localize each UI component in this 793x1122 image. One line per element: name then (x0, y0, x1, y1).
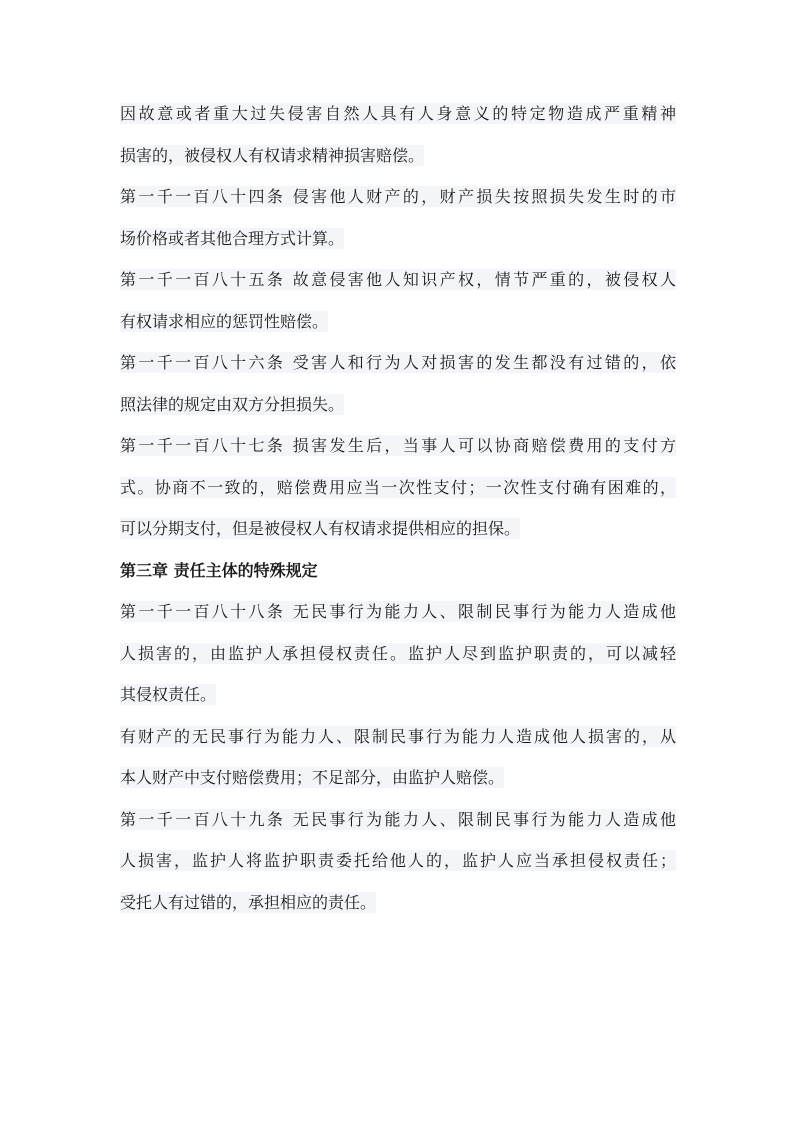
text-line-content: 人损害的，由监护人承担侵权责任。监护人尽到监护职责的，可以减轻 (120, 643, 676, 663)
text-line-content: 有财产的无民事行为能力人、限制民事行为能力人造成他人损害的，从 (120, 726, 676, 746)
text-line (120, 467, 676, 509)
text-line (120, 425, 676, 467)
text-line (120, 259, 676, 301)
document-page (120, 93, 676, 923)
text-line-content: 损害的，被侵权人有权请求精神损害赔偿。 (120, 145, 425, 165)
text-line (120, 799, 676, 841)
text-line-content: 可以分期支付，但是被侵权人有权请求提供相应的担保。 (120, 519, 521, 538)
text-line (120, 674, 676, 716)
text-line (120, 93, 676, 135)
text-line-content: 第一千一百八十八条 无民事行为能力人、限制民事行为能力人造成他 (120, 602, 676, 621)
text-line-content: 第一千一百八十九条 无民事行为能力人、限制民事行为能力人造成他 (120, 809, 676, 829)
text-line (120, 757, 676, 799)
text-line (120, 218, 676, 260)
text-line-content: 因故意或者重大过失侵害自然人具有人身意义的特定物造成严重精神 (120, 104, 676, 123)
text-line (120, 840, 676, 882)
text-line (120, 508, 676, 550)
text-line (120, 716, 676, 758)
text-line (120, 135, 676, 177)
text-line-content: 照法律的规定由双方分担损失。 (120, 394, 345, 414)
text-line-content: 第一千一百八十六条 受害人和行为人对损害的发生都没有过错的，依 (120, 353, 676, 372)
text-line-content: 场价格或者其他合理方式计算。 (120, 228, 345, 248)
text-line (120, 301, 676, 343)
text-line (120, 882, 676, 924)
text-line (120, 176, 676, 218)
chapter-heading-text: 第三章 责任主体的特殊规定 (120, 560, 318, 580)
chapter-heading (120, 550, 676, 592)
text-line (120, 342, 676, 384)
text-line-content: 第一千一百八十七条 损害发生后，当事人可以协商赔偿费用的支付方 (120, 436, 676, 455)
text-line-content: 人损害，监护人将监护职责委托给他人的，监护人应当承担侵权责任； (120, 851, 676, 870)
text-line (120, 384, 676, 426)
text-line (120, 591, 676, 633)
text-line-content: 其侵权责任。 (120, 685, 217, 704)
text-line-content: 第一千一百八十四条 侵害他人财产的，财产损失按照损失发生时的市 (120, 187, 676, 206)
text-line-content: 受托人有过错的，承担相应的责任。 (120, 892, 377, 912)
text-line-content: 有权请求相应的惩罚性赔偿。 (120, 311, 329, 331)
text-line (120, 633, 676, 675)
text-line-content: 本人财产中支付赔偿费用；不足部分，由监护人赔偿。 (120, 768, 505, 787)
text-line-content: 式。协商不一致的，赔偿费用应当一次性支付；一次性支付确有困难的， (120, 477, 676, 497)
text-line-content: 第一千一百八十五条 故意侵害他人知识产权，情节严重的，被侵权人 (120, 270, 676, 289)
